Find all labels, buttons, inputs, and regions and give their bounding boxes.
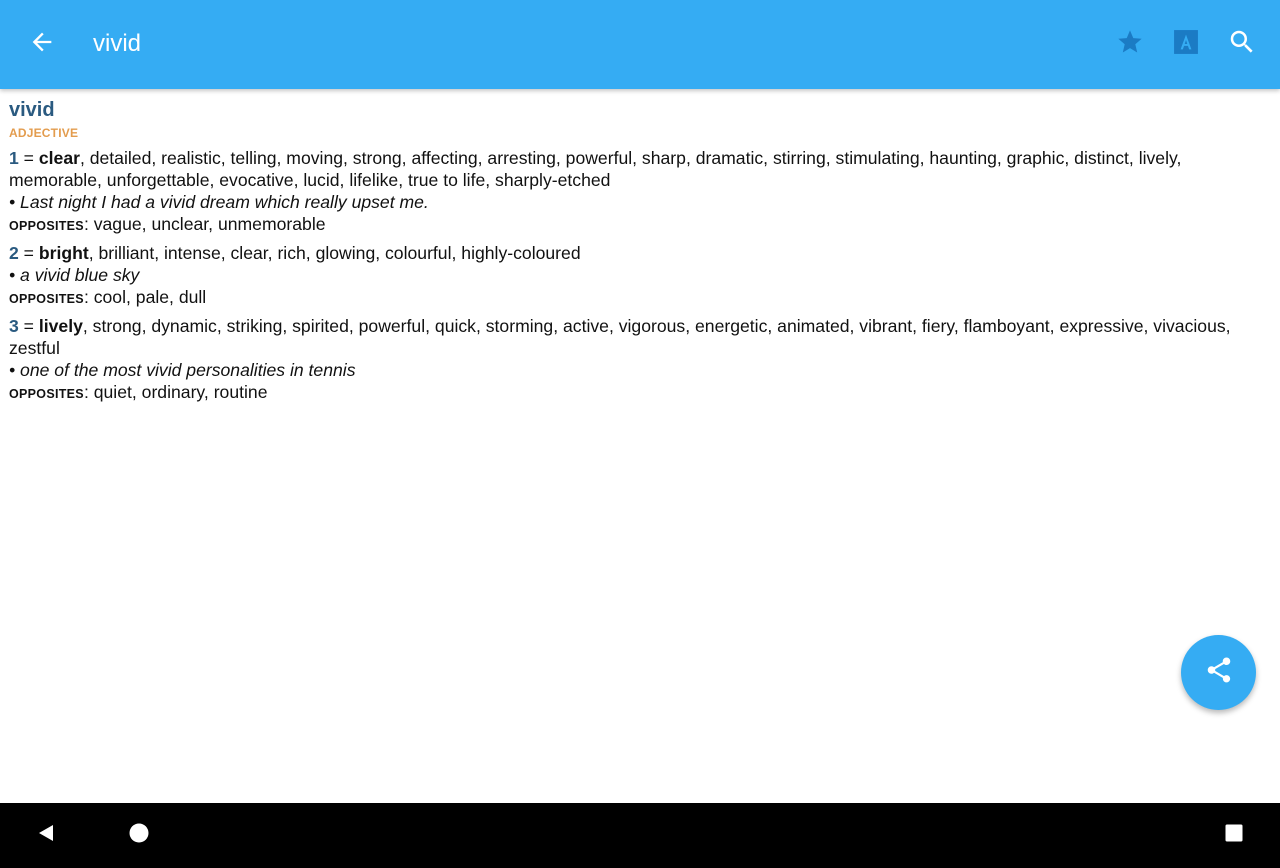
- nav-recents-icon: [1224, 823, 1244, 848]
- opposites-list[interactable]: : quiet, ordinary, routine: [83, 382, 268, 402]
- sense-synonym-list[interactable]: , strong, dynamic, striking, spirited, powerful, quick, storming, active, vigorous, energetic, animated, vibrant, fiery, flamboyant, expressive, vivacious, zestful: [9, 316, 1231, 358]
- star-icon: [1116, 28, 1144, 61]
- opposites-list[interactable]: : vague, unclear, unmemorable: [83, 214, 326, 234]
- sense-number: 2: [9, 243, 19, 263]
- opposites-label: OPPOSITES: [9, 387, 84, 401]
- sense-2: [9, 242, 1271, 310]
- part-of-speech: ADJECTIVE: [9, 126, 79, 140]
- nav-back-button[interactable]: [26, 815, 66, 855]
- text-size-button[interactable]: [1166, 24, 1206, 64]
- search-query-text[interactable]: vivid: [93, 30, 142, 57]
- entry-content: [0, 89, 1280, 803]
- sense-example: • Last night I had a vivid dream which really upset me.: [9, 192, 429, 212]
- system-nav-bar: [0, 803, 1280, 868]
- sense-opposites: [9, 213, 1271, 237]
- search-button[interactable]: [1222, 24, 1262, 64]
- favorite-button[interactable]: [1110, 24, 1150, 64]
- opposites-label: OPPOSITES: [9, 219, 84, 233]
- headword: vivid: [9, 99, 55, 121]
- sense-number: 3: [9, 316, 19, 336]
- back-button[interactable]: [22, 24, 62, 64]
- nav-back-icon: [35, 822, 57, 849]
- nav-home-button[interactable]: [119, 815, 159, 855]
- sense-main-synonym[interactable]: lively: [38, 316, 83, 336]
- text-size-icon: [1173, 29, 1199, 60]
- nav-home-icon: [128, 822, 150, 849]
- sense-synonym-list[interactable]: , brilliant, intense, clear, rich, glowing, colourful, highly-coloured: [88, 243, 581, 263]
- opposites-label: OPPOSITES: [9, 292, 84, 306]
- nav-recents-button[interactable]: [1214, 815, 1254, 855]
- sense-number: 1: [9, 148, 19, 168]
- sense-main-synonym[interactable]: clear: [38, 148, 80, 168]
- sense-synonyms: [9, 147, 1271, 191]
- sense-equals: =: [18, 243, 39, 263]
- app-bar: [0, 0, 1280, 89]
- sense-opposites: [9, 381, 1271, 405]
- sense-synonyms: [9, 242, 1271, 264]
- sense-example: • one of the most vivid personalities in tennis: [9, 360, 356, 380]
- arrow-left-icon: [28, 28, 56, 61]
- sense-equals: =: [18, 316, 39, 336]
- sense-synonym-list[interactable]: , detailed, realistic, telling, moving, strong, affecting, arresting, powerful, sharp, dramatic, stirring, stimulating, haunting, graphic, distinct, lively, memorable, unforgettable, evocative, lucid, lifelike, true to life, sharply-etched: [9, 148, 1182, 190]
- sense-example: • a vivid blue sky: [9, 265, 140, 285]
- share-button[interactable]: [1181, 635, 1256, 710]
- sense-opposites: [9, 286, 1271, 310]
- sense-3: [9, 315, 1271, 405]
- sense-equals: =: [18, 148, 39, 168]
- opposites-list[interactable]: : cool, pale, dull: [83, 287, 207, 307]
- sense-synonyms: [9, 315, 1271, 359]
- sense-1: [9, 147, 1271, 237]
- search-icon: [1227, 27, 1257, 62]
- share-icon: [1204, 655, 1234, 690]
- sense-main-synonym[interactable]: bright: [38, 243, 89, 263]
